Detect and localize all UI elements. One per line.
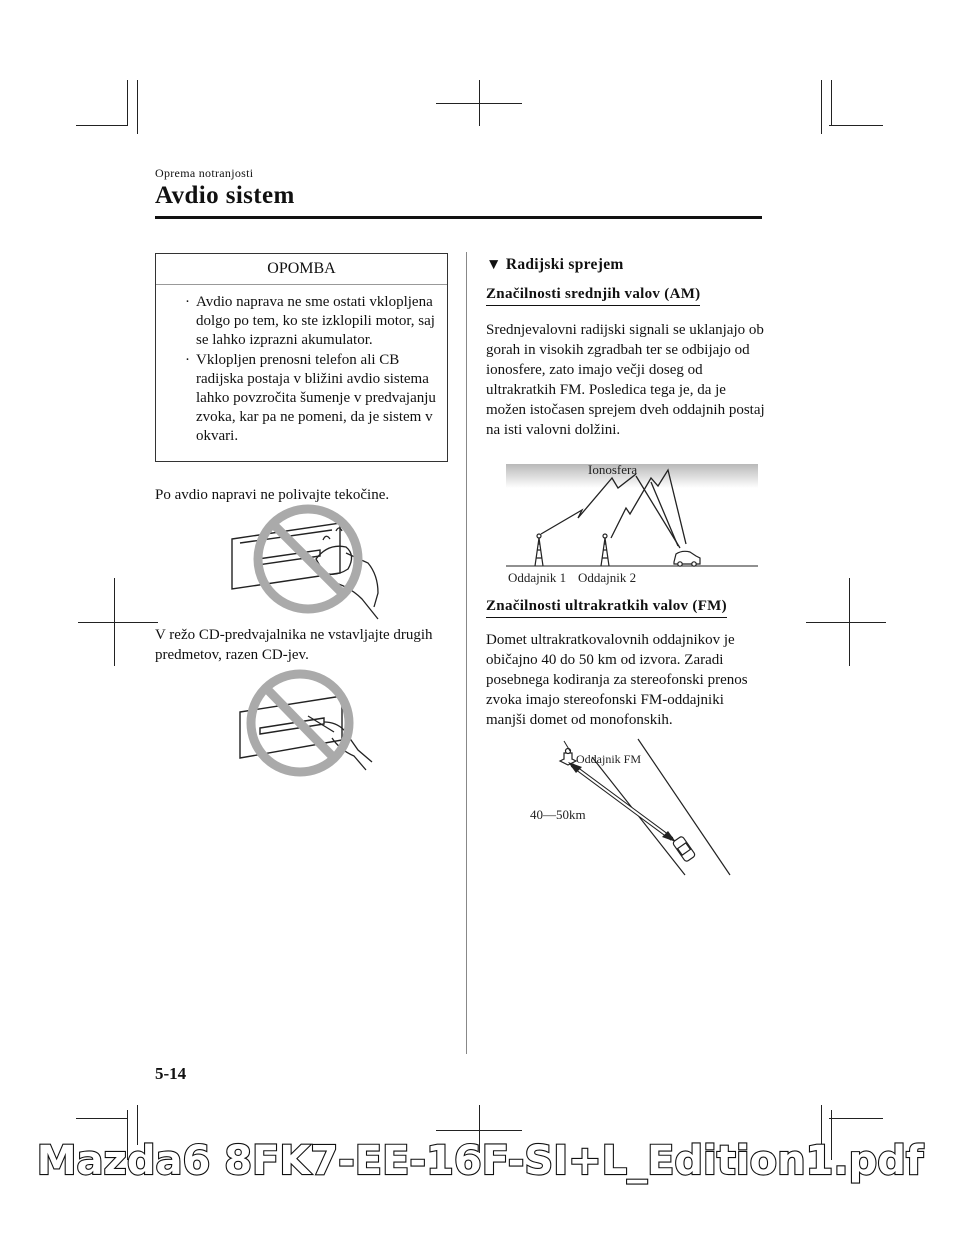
fm-distance-label: 40—50km	[530, 807, 586, 822]
fm-transmitter-label: Oddajnik FM	[576, 752, 642, 766]
prohibited-slash-icon	[273, 524, 343, 594]
car-icon	[674, 551, 700, 566]
no-object-illustration	[236, 666, 376, 781]
fm-range-diagram	[530, 737, 740, 877]
radio-heading-text: Radijski sprejem	[505, 256, 624, 273]
fm-car-icon	[672, 836, 696, 863]
radio-heading	[486, 256, 624, 274]
page-number: 5-14	[155, 1064, 187, 1083]
note-item-text: Vklopljen prenosni telefon ali CB radijska postaja v bližini avdio sistema lahko povzročita šumenje v predvajanju zvoka, kar pa ne pomeni, da je sistem v okvari.	[196, 352, 436, 444]
transmitter-1-tower-icon	[535, 534, 543, 566]
no-liquid-illustration	[228, 503, 388, 623]
section-label: Oprema notranjosti	[155, 166, 254, 180]
bullet-icon: ·	[185, 352, 190, 368]
bullet-icon: ·	[185, 294, 190, 310]
am-description: Srednjevalovni radijski signali se uklanjajo ob gorah in visokih zgradbah ter se odbijajo od ionosfere, zato imajo večji doseg od ultrakratkih FM. Posledica tega je, da je možen istočasen sprejem dveh oddajnih postaj na isti valovni dolžini.	[486, 322, 765, 438]
note-item	[185, 293, 439, 350]
transmitter-2-tower-icon	[601, 534, 609, 566]
header-rule	[155, 216, 762, 219]
fm-heading: Značilnosti ultrakratkih valov (FM)	[486, 598, 727, 618]
triangle-marker-icon: ▼	[486, 256, 502, 273]
distance-arrow-icon	[568, 762, 676, 842]
transmitter-1-label: Oddajnik 1	[508, 570, 567, 585]
cd-warning-text: V režo CD-predvajalnika ne vstavljajte drugih predmetov, razen CD-jev.	[155, 627, 433, 663]
fm-transmitter-icon	[560, 749, 576, 766]
footer-filename: Mazda6 8FK7-EE-16F-SI+L_Edition1.pdf	[36, 1138, 924, 1184]
note-list	[156, 293, 447, 446]
transmitter-2-label: Oddajnik 2	[578, 570, 637, 585]
ionosphere-label: Ionosfera	[588, 462, 638, 477]
fm-description: Domet ultrakratkovalovnih oddajnikov je običajno 40 do 50 km od izvora. Zaradi posebnega kodiranja za stereofonski prenos zvoka imajo stereofonski FM-oddajniki manjši domet od monofonskih.	[486, 632, 748, 728]
page-title: Avdio sistem	[155, 182, 295, 209]
liquid-warning-text: Po avdio napravi ne polivajte tekočine.	[155, 487, 390, 503]
am-heading: Značilnosti srednjih valov (AM)	[486, 286, 700, 306]
note-heading: OPOMBA	[156, 254, 447, 285]
note-box	[155, 253, 448, 462]
note-item-text: Avdio naprava ne sme ostati vklopljena dolgo po tem, ko ste izklopili motor, saj se lahko izprazni akumulator.	[196, 294, 435, 348]
column-divider	[466, 252, 467, 1054]
note-item	[185, 351, 439, 446]
am-propagation-diagram	[486, 458, 758, 588]
